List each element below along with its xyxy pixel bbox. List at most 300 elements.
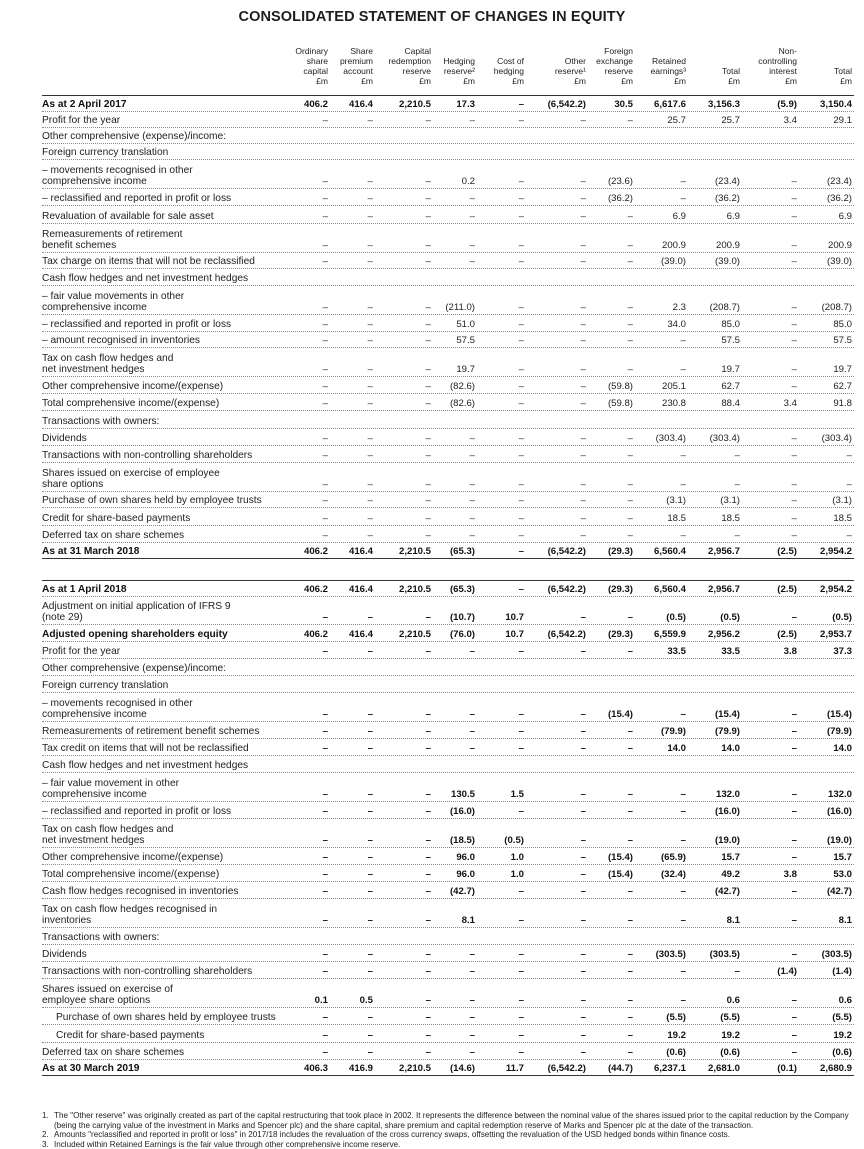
table-row <box>42 693 854 722</box>
column-header-line: Ordinary <box>295 46 328 56</box>
column-header-line: share <box>306 56 328 66</box>
table-cell: – <box>580 398 586 409</box>
table-cell: – <box>518 530 524 541</box>
table-row <box>42 429 854 446</box>
footnotes <box>42 1111 857 1149</box>
table-cell: – <box>322 852 328 863</box>
table-cell: – <box>580 530 586 541</box>
table-cell: – <box>469 433 475 444</box>
table-cell: – <box>791 709 797 720</box>
table-row <box>42 111 854 128</box>
row-label-line: Cash flow hedges recognised in inventories <box>42 886 239 897</box>
table-cell: 2,680.9 <box>819 1063 852 1074</box>
table-cell: – <box>518 915 524 926</box>
row-label <box>42 629 228 640</box>
table-row <box>42 928 854 945</box>
table-cell: – <box>518 1012 524 1023</box>
table-cell: – <box>367 1012 373 1023</box>
row-label-line: comprehensive income <box>42 709 147 720</box>
row-label-line: – movements recognised in other <box>42 698 193 709</box>
table-cell: 51.0 <box>456 319 475 330</box>
table-cell: 8.1 <box>838 915 852 926</box>
table-cell: (42.7) <box>449 886 475 897</box>
table-row <box>42 224 854 253</box>
row-label-line: benefit schemes <box>42 240 117 251</box>
row-label-line: – fair value movement in other <box>42 778 180 789</box>
row-label-line: inventories <box>42 915 92 926</box>
table-cell: – <box>322 709 328 720</box>
column-header-line: controlling <box>758 56 797 66</box>
table-cell: – <box>367 256 373 267</box>
table-cell: – <box>518 966 524 977</box>
table-cell: – <box>791 1030 797 1041</box>
row-label-line: Profit for the year <box>42 115 121 126</box>
table-cell: 18.5 <box>721 513 740 524</box>
row-label-line: Foreign currency translation <box>42 147 169 158</box>
table-cell: – <box>322 646 328 657</box>
table-cell: – <box>425 433 431 444</box>
table-cell: 37.3 <box>833 646 852 657</box>
table-cell: – <box>627 364 633 375</box>
row-label-line: Shares issued on exercise of <box>42 984 173 995</box>
table-cell: 33.5 <box>667 646 686 657</box>
table-row <box>42 865 854 882</box>
table-cell: – <box>518 584 524 595</box>
table-cell: – <box>627 726 633 737</box>
table-cell: – <box>680 789 686 800</box>
row-label <box>42 433 87 444</box>
table-cell: 25.7 <box>721 115 740 126</box>
table-cell: – <box>518 513 524 524</box>
column-header-line: Cost of <box>497 56 524 66</box>
table-cell: – <box>518 335 524 346</box>
row-label <box>42 193 231 204</box>
table-cell: – <box>425 726 431 737</box>
table-cell: 0.6 <box>726 995 740 1006</box>
table-cell: (10.7) <box>449 612 475 623</box>
table-cell: – <box>367 211 373 222</box>
column-header-line: interest <box>769 66 797 76</box>
footnote-text: Included within Retained Earnings is the fair value through other comprehensive income reserve. <box>54 1139 401 1149</box>
row-label-line: Purchase of own shares held by employee trusts <box>42 495 262 506</box>
row-label <box>42 495 262 506</box>
table-cell: (303.4) <box>655 433 686 444</box>
table-cell: – <box>322 886 328 897</box>
table-row <box>42 508 854 526</box>
table-cell: (15.4) <box>607 852 633 863</box>
table-cell: – <box>322 495 328 506</box>
row-label-line: net investment hedges <box>42 835 145 846</box>
table-cell: 2,210.5 <box>398 99 431 110</box>
row-label <box>42 932 159 943</box>
row-label <box>56 1012 276 1023</box>
table-cell: – <box>425 513 431 524</box>
table-cell: (29.3) <box>607 546 633 557</box>
table-cell: (5.5) <box>666 1012 686 1023</box>
table-cell: – <box>846 530 852 541</box>
table-cell: 2,954.2 <box>819 546 852 557</box>
table-cell: (65.3) <box>449 546 475 557</box>
table-cell: – <box>425 479 431 490</box>
table-cell: 2.3 <box>672 302 686 313</box>
row-label <box>42 468 220 490</box>
table-cell: (59.8) <box>607 398 633 409</box>
table-row <box>42 642 854 659</box>
table-cell: (15.4) <box>607 709 633 720</box>
table-cell: 6.9 <box>726 211 740 222</box>
table-cell: 19.7 <box>721 364 740 375</box>
column-header-line: reserve <box>604 66 633 76</box>
table-cell: – <box>425 1012 431 1023</box>
footnote-number: 3. <box>42 1139 49 1149</box>
table-cell: (65.3) <box>449 584 475 595</box>
table-cell: – <box>425 335 431 346</box>
row-label <box>42 256 255 267</box>
table-cell: – <box>518 115 524 126</box>
table-cell: – <box>791 789 797 800</box>
table-cell: – <box>734 966 740 977</box>
table-cell: 3.8 <box>783 869 797 880</box>
table-cell: (0.6) <box>666 1047 686 1058</box>
row-label <box>42 353 173 375</box>
table-cell: – <box>367 302 373 313</box>
row-label-line: Deferred tax on share schemes <box>42 530 185 541</box>
table-cell: (6,542.2) <box>547 546 586 557</box>
table-cell: 0.1 <box>314 995 328 1006</box>
table-cell: – <box>580 743 586 754</box>
table-cell: – <box>580 364 586 375</box>
table-cell: – <box>367 450 373 461</box>
row-label <box>42 147 168 158</box>
row-label-line: Other comprehensive income/(expense) <box>42 381 224 392</box>
row-label <box>42 869 219 880</box>
table-cell: (16.0) <box>714 806 740 817</box>
table-cell: 91.8 <box>833 398 852 409</box>
table-cell: (1.4) <box>777 966 797 977</box>
table-cell: – <box>469 1030 475 1041</box>
table-cell: (59.8) <box>607 381 633 392</box>
table-cell: – <box>518 1047 524 1058</box>
table-cell: – <box>791 915 797 926</box>
table-cell: – <box>425 995 431 1006</box>
statement-title: CONSOLIDATED STATEMENT OF CHANGES IN EQUITY <box>238 9 626 25</box>
table-row <box>42 979 854 1008</box>
table-cell: – <box>791 256 797 267</box>
table-cell: – <box>627 513 633 524</box>
table-cell: – <box>425 398 431 409</box>
table-cell: – <box>425 115 431 126</box>
table-cell: 57.5 <box>456 335 475 346</box>
table-cell: 14.0 <box>721 743 740 754</box>
table-cell: – <box>469 1047 475 1058</box>
table-cell: – <box>791 211 797 222</box>
table-cell: 2,954.2 <box>819 584 852 595</box>
table-cell: – <box>518 806 524 817</box>
table-cell: 25.7 <box>667 115 686 126</box>
table-cell: 406.2 <box>303 546 328 557</box>
table-cell: 53.0 <box>833 869 852 880</box>
table-cell: – <box>322 949 328 960</box>
table-cell: 6,560.4 <box>653 546 686 557</box>
row-label <box>42 984 173 1006</box>
row-label <box>42 335 200 346</box>
table-row <box>42 625 854 642</box>
row-label-line: Transactions with owners: <box>42 416 160 427</box>
row-label-line: Profit for the year <box>42 646 121 657</box>
table-cell: (0.5) <box>720 612 740 623</box>
table-cell: – <box>627 966 633 977</box>
table-cell: – <box>322 530 328 541</box>
table-cell: – <box>322 398 328 409</box>
row-label-line: Cash flow hedges and net investment hedges <box>42 760 249 771</box>
table-cell: – <box>367 513 373 524</box>
table-cell: – <box>627 949 633 960</box>
column-header-line: £m <box>419 76 431 86</box>
table-cell: 3.4 <box>783 115 797 126</box>
row-label-line: Adjusted opening shareholders equity <box>42 629 228 640</box>
table-row <box>42 659 854 676</box>
table-cell: (36.2) <box>826 193 852 204</box>
table-row <box>42 819 854 848</box>
row-label-line: Other comprehensive (expense)/income: <box>42 663 227 674</box>
table-cell: – <box>425 319 431 330</box>
table-cell: – <box>518 743 524 754</box>
row-label <box>42 229 182 251</box>
row-label-line: Other comprehensive (expense)/income: <box>42 131 227 142</box>
table-cell: – <box>680 966 686 977</box>
table-cell: – <box>580 176 586 187</box>
table-cell: 132.0 <box>715 789 740 800</box>
table-row <box>42 543 854 559</box>
table-cell: (5.5) <box>720 1012 740 1023</box>
table-cell: – <box>580 886 586 897</box>
column-header-line: earnings³ <box>650 66 686 76</box>
table-row <box>42 463 854 492</box>
table-cell: (6,542.2) <box>547 629 586 640</box>
table-cell: 2,681.0 <box>707 1063 740 1074</box>
table-cell: 205.1 <box>661 381 686 392</box>
row-label <box>42 416 159 427</box>
table-cell: – <box>627 450 633 461</box>
row-label-line: Tax on cash flow hedges and <box>42 824 174 835</box>
table-cell: 8.1 <box>461 915 475 926</box>
table-cell: – <box>469 450 475 461</box>
table-cell: – <box>367 335 373 346</box>
table-cell: – <box>367 398 373 409</box>
table-cell: – <box>518 949 524 960</box>
table-cell: (6,542.2) <box>547 1063 586 1074</box>
table-cell: – <box>680 530 686 541</box>
table-cell: – <box>518 709 524 720</box>
row-label <box>42 966 252 977</box>
row-label <box>56 1030 204 1041</box>
table-cell: (29.3) <box>607 629 633 640</box>
table-cell: – <box>791 513 797 524</box>
table-cell: – <box>425 381 431 392</box>
row-label-line: Credit for share-based payments <box>56 1030 205 1041</box>
row-label-line: As at 31 March 2018 <box>42 546 140 557</box>
table-row <box>42 446 854 463</box>
table-cell: – <box>580 612 586 623</box>
table-cell: – <box>425 612 431 623</box>
table-cell: – <box>367 886 373 897</box>
table-cell: – <box>791 302 797 313</box>
row-label <box>42 760 248 771</box>
table-cell: 416.4 <box>348 99 373 110</box>
table-row <box>42 848 854 865</box>
table-row <box>42 377 854 394</box>
table-cell: 406.2 <box>303 584 328 595</box>
table-cell: (6,542.2) <box>547 99 586 110</box>
table-cell: (39.0) <box>714 256 740 267</box>
table-cell: (36.2) <box>607 193 633 204</box>
row-label <box>42 291 184 313</box>
table-cell: (5.5) <box>832 1012 852 1023</box>
table-cell: – <box>627 335 633 346</box>
table-cell: – <box>518 495 524 506</box>
table-cell: – <box>680 806 686 817</box>
table-cell: – <box>627 886 633 897</box>
row-label <box>42 698 193 720</box>
table-cell: – <box>367 709 373 720</box>
table-cell: 57.5 <box>721 335 740 346</box>
table-cell: – <box>518 381 524 392</box>
table-cell: – <box>425 949 431 960</box>
table-cell: 1.0 <box>510 852 524 863</box>
table-cell: – <box>518 995 524 1006</box>
table-cell: – <box>580 949 586 960</box>
table-row <box>42 676 854 693</box>
table-cell: – <box>469 709 475 720</box>
table-cell: – <box>680 709 686 720</box>
table-cell: – <box>791 1047 797 1058</box>
table-cell: 11.7 <box>505 1063 524 1074</box>
column-header-line: Other <box>564 56 586 66</box>
row-label-line: Tax charge on items that will not be reclassified <box>42 256 255 267</box>
table-cell: – <box>425 256 431 267</box>
table-cell: – <box>791 1012 797 1023</box>
table-cell: – <box>580 726 586 737</box>
table-cell: 2,956.7 <box>707 584 740 595</box>
table-cell: (15.4) <box>714 709 740 720</box>
table-cell: 10.7 <box>505 629 524 640</box>
table-row <box>42 1025 854 1043</box>
table-cell: – <box>425 869 431 880</box>
table-cell: – <box>469 193 475 204</box>
table-cell: – <box>791 743 797 754</box>
table-cell: – <box>469 949 475 960</box>
table-cell: – <box>580 335 586 346</box>
table-cell: – <box>425 176 431 187</box>
table-cell: – <box>580 852 586 863</box>
table-cell: – <box>518 176 524 187</box>
table-cell: – <box>469 530 475 541</box>
table-cell: – <box>580 806 586 817</box>
table-cell: 200.9 <box>827 240 852 251</box>
table-cell: – <box>580 115 586 126</box>
footnote <box>42 1130 857 1140</box>
table-cell: 6,559.9 <box>653 629 686 640</box>
table-cell: – <box>791 806 797 817</box>
table-cell: – <box>627 806 633 817</box>
column-header-line: £m <box>512 76 524 86</box>
table-cell: (39.0) <box>826 256 852 267</box>
table-cell: – <box>627 530 633 541</box>
table-cell: – <box>580 1012 586 1023</box>
table-cell: – <box>367 612 373 623</box>
table-cell: – <box>627 495 633 506</box>
table-cell: – <box>580 835 586 846</box>
row-label <box>42 743 249 754</box>
table-cell: – <box>580 495 586 506</box>
table-cell: (303.4) <box>709 433 740 444</box>
row-label <box>42 680 168 691</box>
table-cell: – <box>367 1030 373 1041</box>
table-cell: – <box>791 530 797 541</box>
table-cell: – <box>627 433 633 444</box>
table-cell: (303.5) <box>655 949 686 960</box>
table-cell: 406.2 <box>303 99 328 110</box>
table-row <box>42 160 854 189</box>
row-label <box>42 1063 139 1074</box>
table-cell: – <box>580 256 586 267</box>
table-cell: – <box>580 646 586 657</box>
table-cell: – <box>680 364 686 375</box>
row-label-line: Adjustment on initial application of IFRS 9 <box>42 601 231 612</box>
table-cell: – <box>580 709 586 720</box>
table-cell: 19.7 <box>456 364 475 375</box>
table-cell: – <box>469 1012 475 1023</box>
table-cell: – <box>518 211 524 222</box>
table-cell: – <box>846 450 852 461</box>
row-label <box>42 131 226 142</box>
table-cell: 230.8 <box>661 398 686 409</box>
row-label <box>42 824 173 846</box>
table-cell: – <box>627 915 633 926</box>
table-cell: – <box>580 193 586 204</box>
column-header-line: £m <box>463 76 475 86</box>
table-cell: – <box>627 256 633 267</box>
table-cell: 6.9 <box>672 211 686 222</box>
table-cell: – <box>322 1047 328 1058</box>
table-cell: 96.0 <box>456 852 475 863</box>
table-cell: 57.5 <box>833 335 852 346</box>
table-row <box>42 882 854 899</box>
table-row <box>42 899 854 928</box>
table-cell: – <box>322 335 328 346</box>
table-cell: – <box>425 302 431 313</box>
table-cell: – <box>791 835 797 846</box>
table-cell: 416.4 <box>348 629 373 640</box>
table-cell: – <box>367 193 373 204</box>
table-cell: 62.7 <box>833 381 852 392</box>
table-cell: (39.0) <box>660 256 686 267</box>
table-cell: – <box>367 743 373 754</box>
table-cell: – <box>469 966 475 977</box>
table-cell: 200.9 <box>661 240 686 251</box>
table-cell: – <box>322 479 328 490</box>
table-cell: – <box>322 211 328 222</box>
table-row <box>42 756 854 773</box>
table-cell: – <box>469 743 475 754</box>
row-label-line: Dividends <box>42 949 87 960</box>
row-label <box>42 949 87 960</box>
row-label-line: As at 1 April 2018 <box>42 584 127 595</box>
table-cell: – <box>322 743 328 754</box>
table-cell: 15.7 <box>833 852 852 863</box>
table-cell: – <box>680 176 686 187</box>
table-cell: – <box>791 193 797 204</box>
